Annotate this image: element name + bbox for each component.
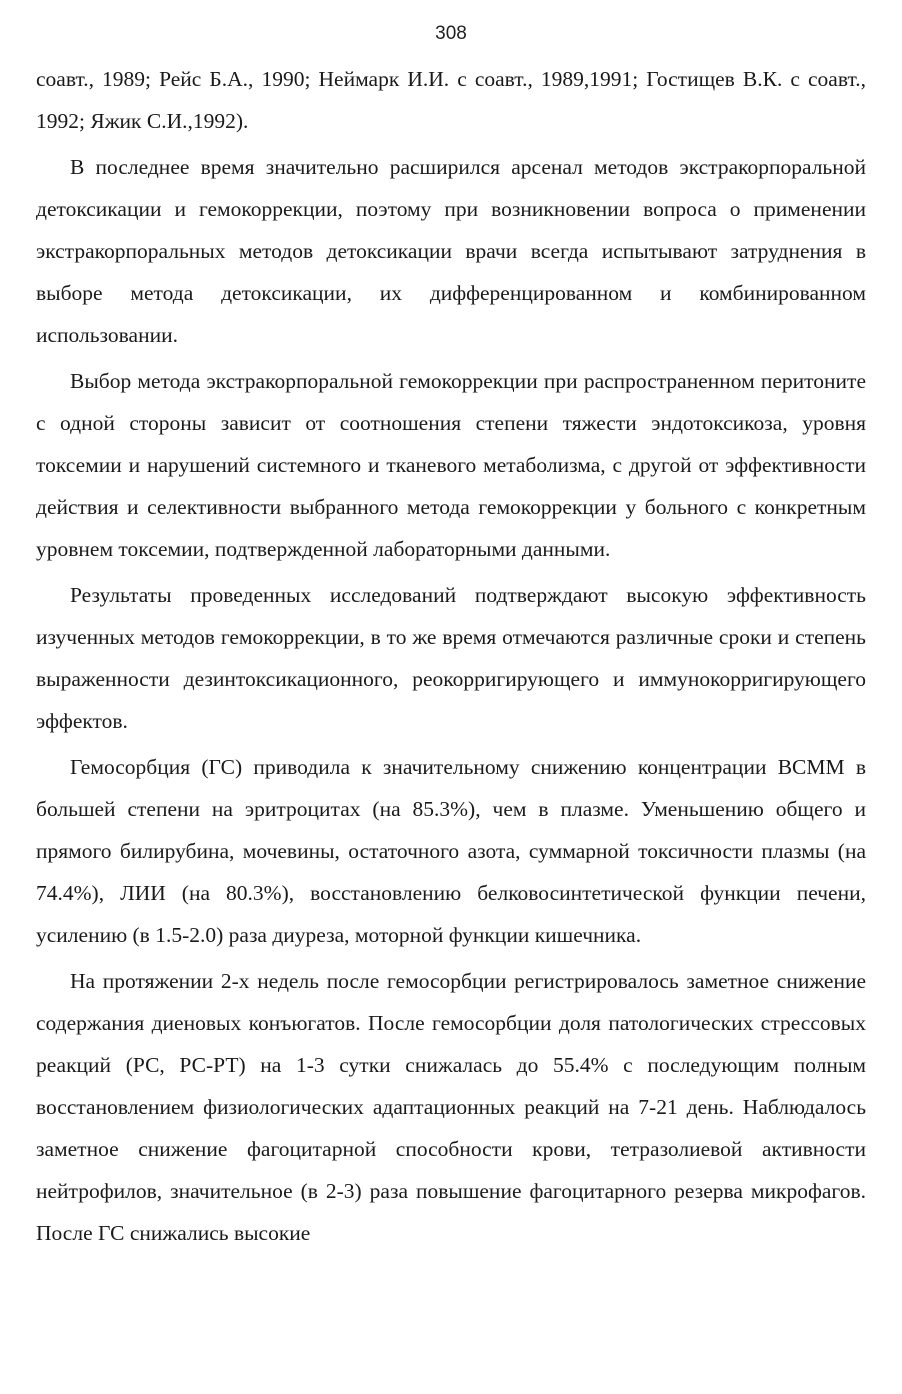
paragraph-continuation: соавт., 1989; Рейс Б.А., 1990; Неймарк И.И. с соавт., 1989,1991; Гостищев В.К. с соавт., 1992; Яжик С.И.,1992). (36, 67, 866, 133)
paragraph: В последнее время значительно расширился арсенал методов экстракорпоральной детоксикации и гемокоррекции, поэтому при возникновении вопроса о применении экстракорпоральных методов детоксикации врачи всегда испытывают затруднения в выборе метода детоксикации, их дифференцированном и комбинированном использовании. (36, 155, 866, 347)
paragraph: На протяжении 2-х недель после гемосорбции регистрировалось заметное снижение содержания диеновых конъюгатов. После гемосорбции доля патологических стрессовых реакций (РС, РС-РТ) на 1-3 сутки снижалась до 55.4% с последующим полным восстановлением физиологических адаптационных реакций на 7-21 день. Наблюдалось заметное снижение фагоцитарной способности крови, тетразолиевой активности нейтрофилов, значительное (в 2-3) раза повышение фагоцитарного резерва микрофагов. После ГС снижались высокие (36, 969, 866, 1245)
page-number: 308 (435, 23, 467, 44)
text-body (36, 58, 866, 1254)
paragraph: Результаты проведенных исследований подтверждают высокую эффективность изученных методов гемокоррекции, в то же время отмечаются различные сроки и степень выраженности дезинтоксикационного, реокорригирующего и иммунокорригирующего эффектов. (36, 583, 866, 733)
paragraph: Гемосорбция (ГС) приводила к значительному снижению концентрации ВСММ в большей степени на эритроцитах (на 85.3%), чем в плазме. Уменьшению общего и прямого билирубина, мочевины, остаточного азота, суммарной токсичности плазмы (на 74.4%), ЛИИ (на 80.3%), восстановлению белковосинтетической функции печени, усилению (в 1.5-2.0) раза диуреза, моторной функции кишечника. (36, 755, 866, 947)
paragraph: Выбор метода экстракорпоральной гемокоррекции при распространенном перитоните с одной стороны зависит от соотношения степени тяжести эндотоксикоза, уровня токсемии и нарушений системного и тканевого метаболизма, с другой от эффективности действия и селективности выбранного метода гемокоррекции у больного с конкретным уровнем токсемии, подтвержденной лабораторными данными. (36, 369, 866, 561)
